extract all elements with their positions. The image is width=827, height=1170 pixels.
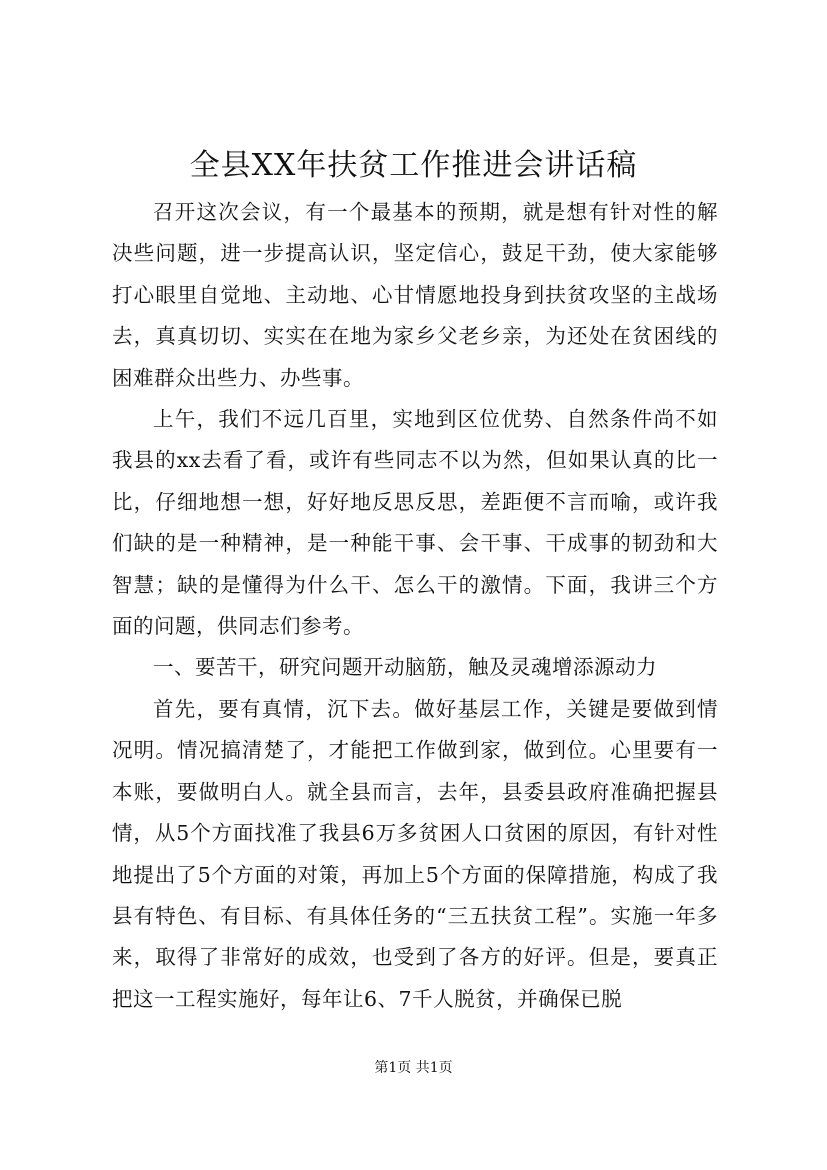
- page-footer: 第1页 共1页: [374, 1060, 453, 1076]
- paragraph: 首先，要有真情，沉下去。做好基层工作，关键是要做到情况明。情况搞清楚了，才能把工作做到家，做到位。心里要有一本账，要做明白人。就全县而言，去年，县委县政府准确把握县情，从5个方面找准了我县6万多贫困人口贫困的原因，有针对性地提出了5个方面的对策，再加上5个方面的保障措施，构成了我县有特色、有目标、有具体任务的“三五扶贫工程”。实施一年多来，取得了非常好的成效，也受到了各方的好评。但是，要真正把这一工程实施好，每年让6、7千人脱贫，并确保已脱: [112, 696, 718, 1011]
- paragraph: 召开这次会议，有一个最基本的预期，就是想有针对性的解决些问题，进一步提高认识，坚定信心，鼓足干劲，使大家能够打心眼里自觉地、主动地、心甘情愿地投身到扶贫攻坚的主战场去，真真切切、实实在在地为家乡父老乡亲，为还处在贫困线的困难群众出些力、办些事。: [112, 200, 718, 390]
- section-heading: 一、要苦干，研究问题开动脑筋，触及灵魂增添源动力: [153, 655, 657, 680]
- document-body: [112, 192, 718, 1020]
- paragraph: 上午，我们不远几百里，实地到区位优势、自然条件尚不如我县的xx去看了看，或许有些同志不以为然，但如果认真的比一比，仔细地想一想，好好地反思反思，差距便不言而喻，或许我们缺的是一种精神，是一种能干事、会干事、干成事的韧劲和大智慧；缺的是懂得为什么干、怎么干的激情。下面，我讲三个方面的问题，供同志们参考。: [112, 407, 718, 639]
- document-title: 全县XX年扶贫工作推进会讲话稿: [189, 148, 638, 183]
